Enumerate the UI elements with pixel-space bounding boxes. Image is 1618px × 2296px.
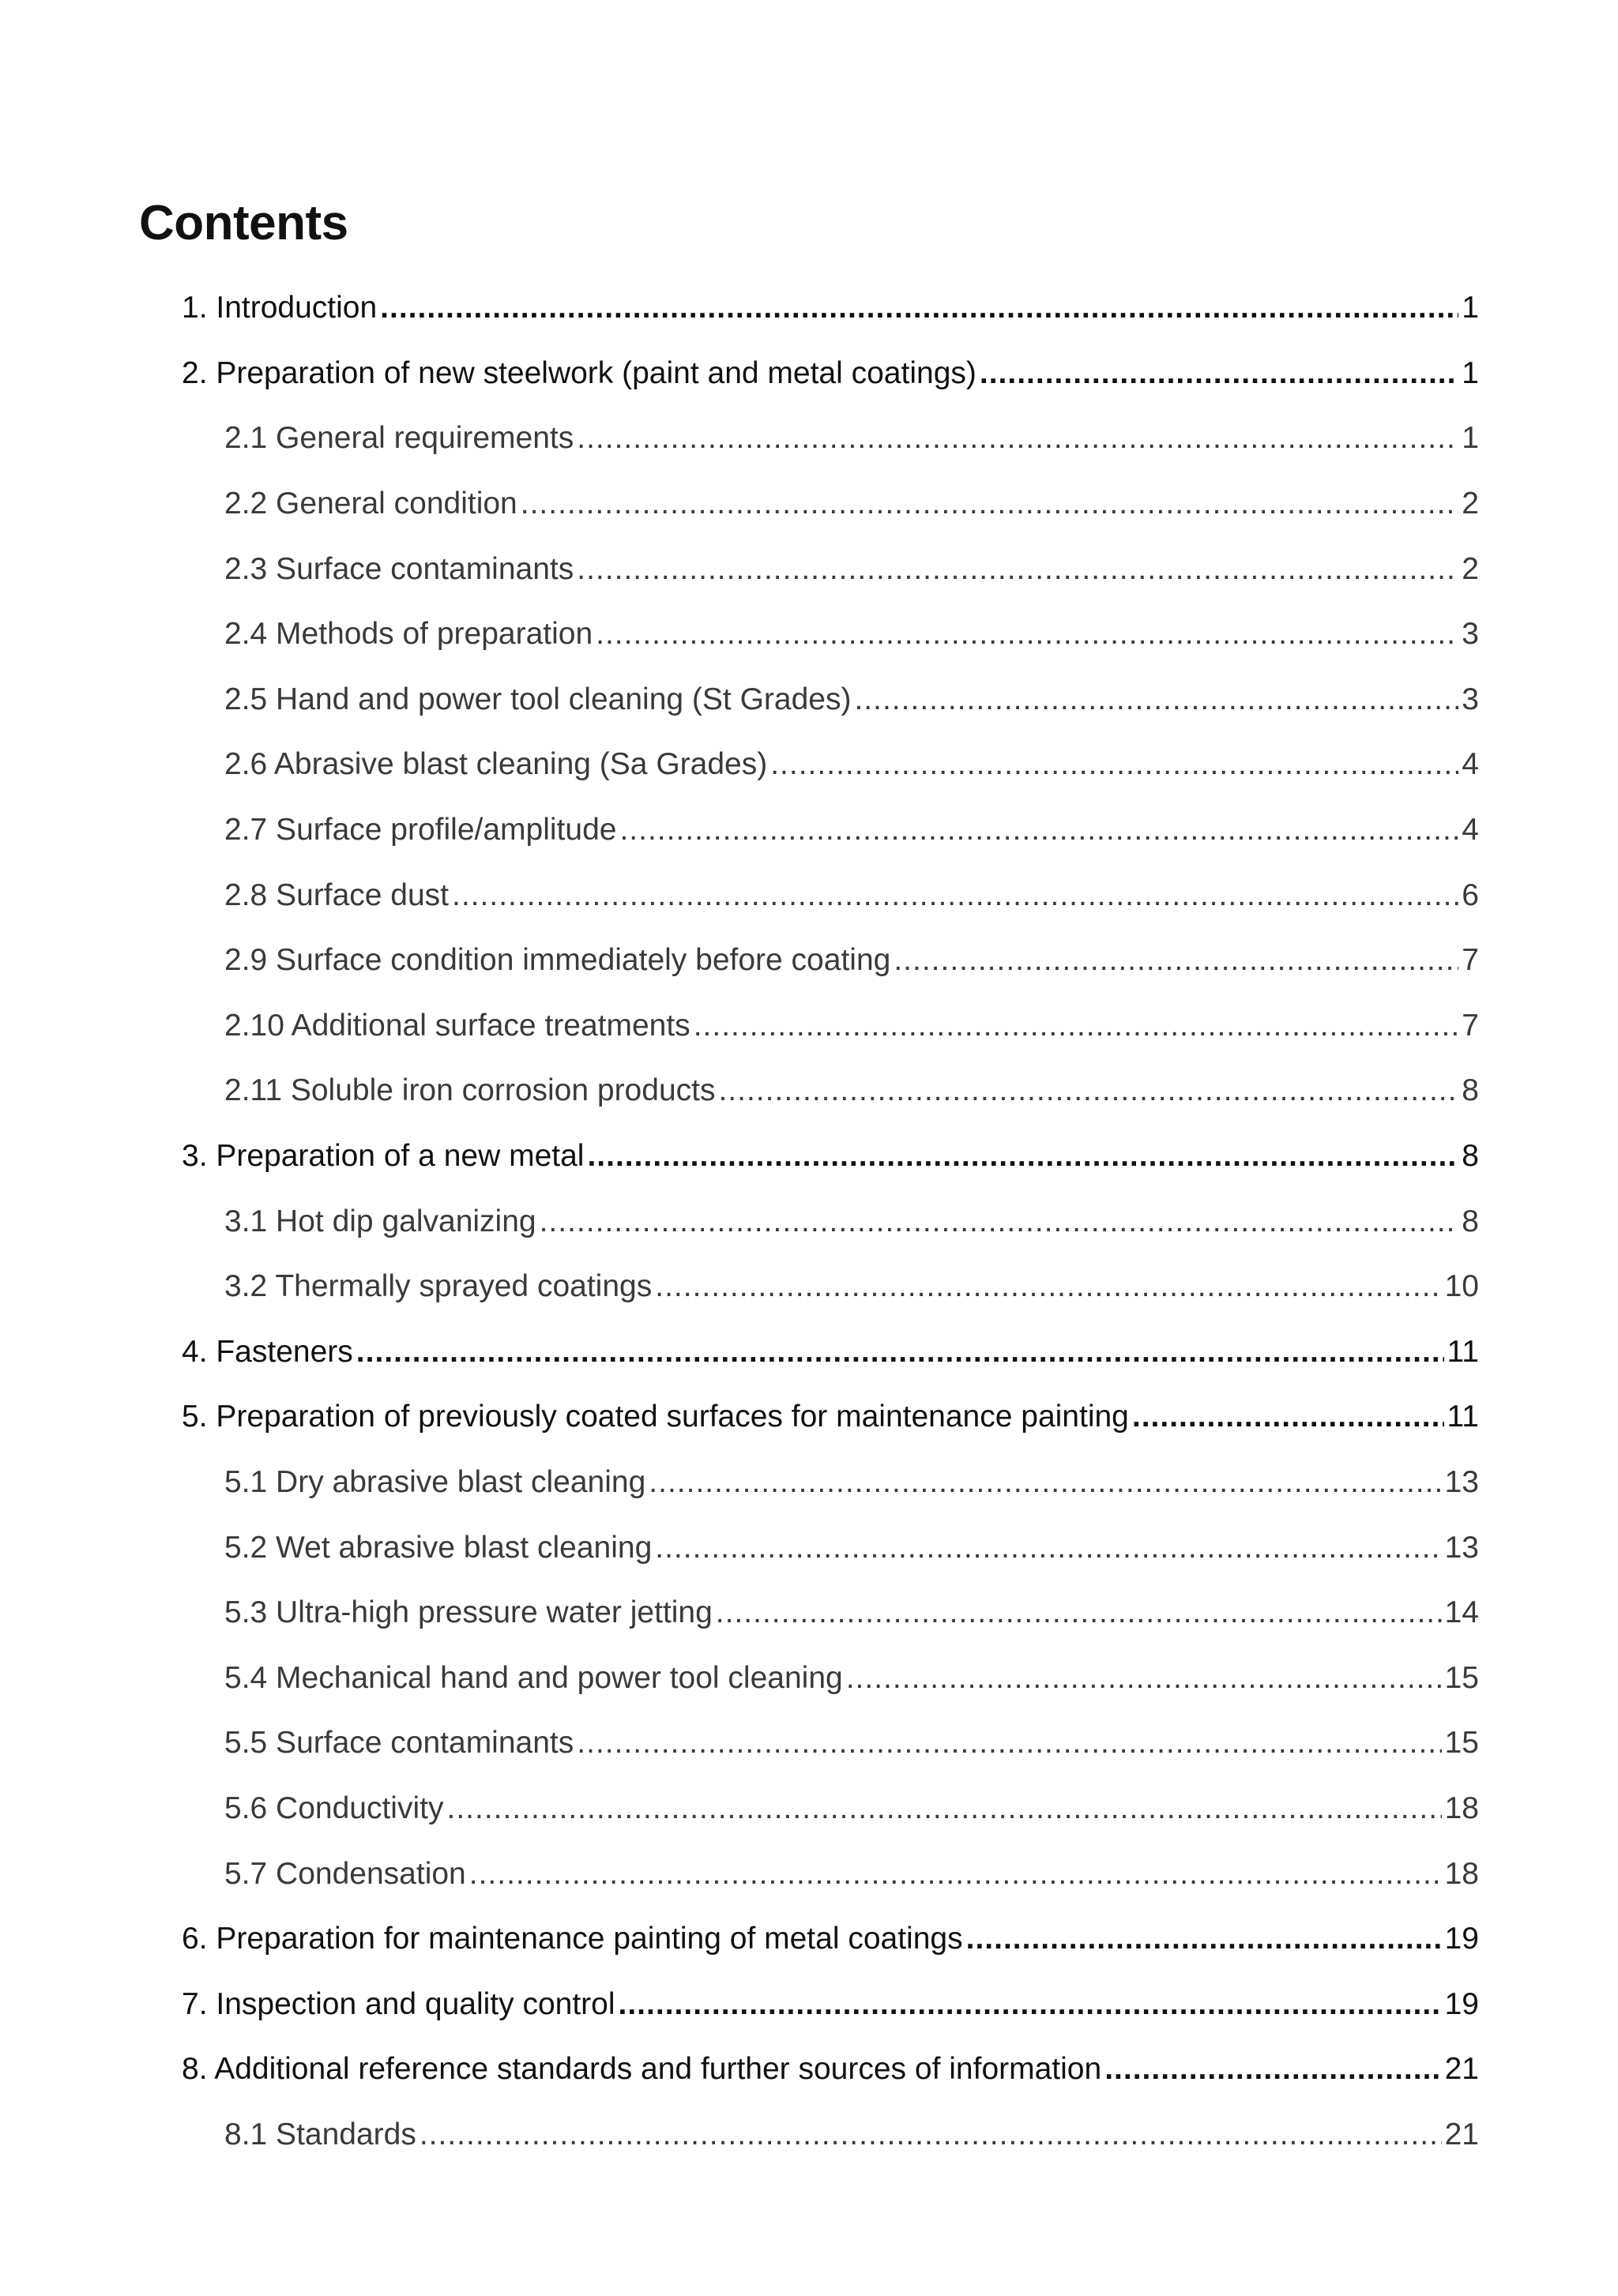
toc-entry-label: 3.1 Hot dip galvanizing: [224, 1204, 536, 1238]
toc-entry-subsection[interactable]: [0, 2102, 1618, 2168]
toc-entry-section[interactable]: [0, 1971, 1618, 2037]
toc-entry-label: 2.2 General condition: [224, 487, 517, 521]
toc-dot-leader: [619, 1987, 1442, 2022]
toc-entry-subsection[interactable]: [0, 1189, 1618, 1254]
toc-entry-section[interactable]: [0, 1907, 1618, 1972]
toc-page-number: 2: [1462, 551, 1479, 586]
toc-dot-leader: [587, 1139, 1458, 1174]
toc-entry-label: 8.1 Standards: [224, 2117, 416, 2151]
toc-entry-subsection[interactable]: [0, 602, 1618, 667]
toc-dot-leader: [446, 1791, 1441, 1826]
toc-dot-leader: [540, 1204, 1459, 1239]
toc-entry-subsection[interactable]: [0, 536, 1618, 602]
toc-entry-label: 2.11 Soluble iron corrosion products: [224, 1073, 716, 1108]
toc-page-number: 10: [1444, 1269, 1479, 1304]
toc-entry-subsection[interactable]: [0, 1515, 1618, 1580]
toc-dot-leader: [694, 1009, 1459, 1043]
toc-page-number: 14: [1444, 1595, 1479, 1630]
toc-entry-subsection[interactable]: [0, 1058, 1618, 1124]
toc-page-number: 19: [1444, 1922, 1479, 1956]
toc-dot-leader: [1104, 2052, 1441, 2087]
toc-dot-leader: [452, 878, 1458, 913]
toc-entry-subsection[interactable]: [0, 1645, 1618, 1711]
toc-page-number: 8: [1462, 1073, 1479, 1108]
toc-page-number: 4: [1462, 747, 1479, 782]
toc-entry-label: 2.5 Hand and power tool cleaning (St Grades): [224, 682, 852, 716]
toc-page-number: 7: [1462, 943, 1479, 978]
toc-page-number: 7: [1462, 1008, 1479, 1043]
toc-entry-label: 5. Preparation of previously coated surfaces for maintenance painting: [182, 1400, 1129, 1434]
toc-entry-label: 1. Introduction: [182, 291, 378, 325]
toc-page-number: 4: [1462, 813, 1479, 847]
toc-entry-subsection[interactable]: [0, 862, 1618, 928]
toc-entry-section[interactable]: [0, 276, 1618, 341]
toc-entry-label: 2. Preparation of new steelwork (paint and metal coatings): [182, 355, 976, 390]
toc-dot-leader: [655, 1269, 1441, 1304]
toc-entry-subsection[interactable]: [0, 1841, 1618, 1907]
toc-entry-subsection[interactable]: [0, 1711, 1618, 1776]
toc-entry-label: 5.7 Condensation: [224, 1856, 466, 1891]
toc-entry-label: 7. Inspection and quality control: [182, 1986, 615, 2021]
toc-dot-leader: [718, 1073, 1458, 1108]
toc-entry-label: 2.10 Additional surface treatments: [224, 1008, 690, 1043]
toc-entry-label: 2.3 Surface contaminants: [224, 551, 574, 586]
toc-entry-label: 2.7 Surface profile/amplitude: [224, 813, 617, 847]
toc-page-number: 3: [1462, 617, 1479, 652]
toc-entry-label: 2.6 Abrasive blast cleaning (Sa Grades): [224, 747, 768, 782]
toc-dot-leader: [894, 943, 1458, 978]
toc-page-number: 1: [1462, 291, 1479, 325]
toc-page-number: 11: [1447, 1400, 1479, 1434]
toc-page-number: 8: [1462, 1204, 1479, 1238]
toc-entry-subsection[interactable]: [0, 1580, 1618, 1646]
toc-entry-label: 5.3 Ultra-high pressure water jetting: [224, 1595, 713, 1630]
toc-page-number: 8: [1462, 1139, 1479, 1174]
toc-entry-label: 5.6 Conductivity: [224, 1791, 444, 1825]
toc-dot-leader: [356, 1335, 1444, 1370]
toc-page-number: 3: [1462, 682, 1479, 716]
toc-page-number: 18: [1444, 1856, 1479, 1891]
toc-dot-leader: [1132, 1400, 1444, 1434]
toc-dot-leader: [846, 1661, 1442, 1696]
toc-entry-label: 4. Fasteners: [182, 1334, 353, 1369]
toc-entry-label: 6. Preparation for maintenance painting of metal coatings: [182, 1922, 963, 1956]
toc-entry-label: 3. Preparation of a new metal: [182, 1139, 585, 1174]
toc-entry-section[interactable]: [0, 1385, 1618, 1450]
toc-entry-section[interactable]: [0, 1320, 1618, 1385]
toc-dot-leader: [619, 813, 1458, 847]
toc-dot-leader: [577, 1726, 1441, 1761]
toc-page-number: 11: [1447, 1334, 1479, 1369]
toc-dot-leader: [380, 291, 1458, 325]
toc-entry-label: 5.1 Dry abrasive blast cleaning: [224, 1464, 646, 1499]
toc-dot-leader: [770, 747, 1458, 782]
toc-entry-section[interactable]: [0, 2037, 1618, 2102]
toc-dot-leader: [649, 1465, 1441, 1500]
page-title: Contents: [139, 196, 348, 250]
toc-dot-leader: [980, 356, 1458, 391]
toc-page-number: 15: [1444, 1726, 1479, 1761]
toc-entry-label: 3.2 Thermally sprayed coatings: [224, 1269, 653, 1304]
toc-page-number: 13: [1444, 1530, 1479, 1565]
toc-entry-subsection[interactable]: [0, 667, 1618, 733]
toc-page-number: 18: [1444, 1791, 1479, 1825]
toc-dot-leader: [854, 682, 1458, 717]
toc-page-number: 19: [1444, 1986, 1479, 2021]
toc-entry-subsection[interactable]: [0, 1254, 1618, 1320]
toc-dot-leader: [469, 1857, 1442, 1892]
toc-dot-leader: [420, 2118, 1442, 2152]
toc-dot-leader: [577, 421, 1458, 456]
toc-dot-leader: [966, 1922, 1442, 1956]
toc-dot-leader: [521, 487, 1459, 521]
toc-page-number: 15: [1444, 1660, 1479, 1695]
toc-entry-section[interactable]: [0, 341, 1618, 407]
toc-page-number: 13: [1444, 1464, 1479, 1499]
toc-entry-subsection[interactable]: [0, 406, 1618, 472]
toc-entry-subsection[interactable]: [0, 472, 1618, 537]
toc-page-number: 6: [1462, 877, 1479, 912]
toc-dot-leader: [596, 617, 1458, 652]
toc-entry-subsection[interactable]: [0, 994, 1618, 1059]
toc-dot-leader: [716, 1595, 1442, 1630]
toc-entry-subsection[interactable]: [0, 798, 1618, 863]
toc-page-number: 1: [1462, 421, 1479, 456]
toc-entry-label: 2.4 Methods of preparation: [224, 617, 593, 652]
toc-page-number: 21: [1444, 2117, 1479, 2151]
toc-entry-label: 5.2 Wet abrasive blast cleaning: [224, 1530, 653, 1565]
toc-entry-subsection[interactable]: [0, 1776, 1618, 1842]
toc-entry-label: 2.8 Surface dust: [224, 877, 450, 912]
toc-entry-label: 5.5 Surface contaminants: [224, 1726, 574, 1761]
table-of-contents: [0, 276, 1618, 2167]
toc-dot-leader: [655, 1531, 1441, 1565]
toc-entry-subsection[interactable]: [0, 928, 1618, 994]
toc-page-number: 21: [1444, 2052, 1479, 2087]
toc-entry-subsection[interactable]: [0, 732, 1618, 798]
toc-page-number: 1: [1462, 355, 1479, 390]
toc-entry-label: 2.9 Surface condition immediately before coating: [224, 943, 891, 978]
toc-dot-leader: [577, 552, 1458, 587]
toc-entry-label: 8. Additional reference standards and further sources of information: [182, 2052, 1102, 2087]
toc-entry-label: 2.1 General requirements: [224, 421, 574, 456]
toc-entry-subsection[interactable]: [0, 1450, 1618, 1516]
toc-page-number: 2: [1462, 487, 1479, 521]
toc-entry-section[interactable]: [0, 1124, 1618, 1189]
toc-entry-label: 5.4 Mechanical hand and power tool cleaning: [224, 1660, 843, 1695]
